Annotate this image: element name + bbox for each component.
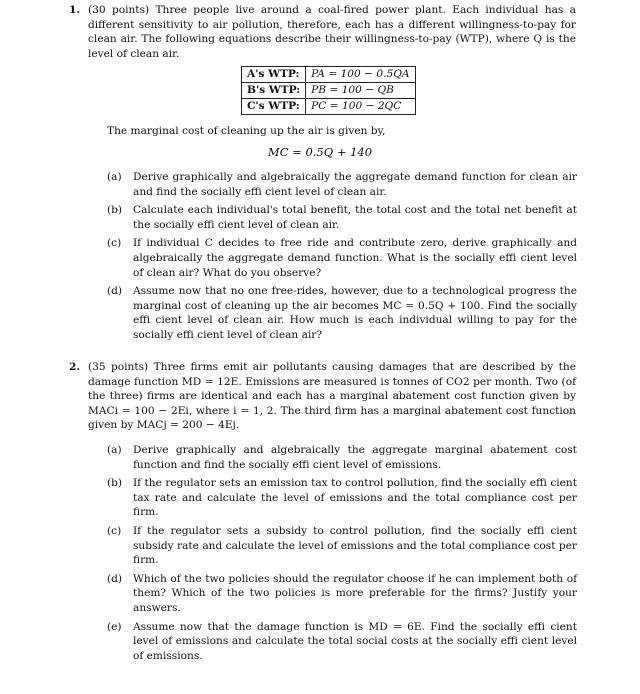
wtp-equation: PA = 100 − 0.5QA	[306, 67, 415, 83]
part-text: Derive graphically and algebraically the aggregate marginal abatement cost function and find the socially effi cient level of emissions.	[133, 444, 577, 471]
part-text: Calculate each individual's total benefit, the total cost and the total net benefit at the socially effi cient level of clean air.	[133, 204, 577, 231]
part-label: (c)	[107, 524, 122, 537]
part-text: If the regulator sets a subsidy to control pollution, find the socially effi cient subsidy rate and calculate the level of emissions and the total compliance cost per firm.	[133, 524, 577, 567]
question-part	[107, 203, 577, 232]
question-1-parts	[107, 170, 577, 343]
mc-equation: MC = 0.5Q + 140	[267, 145, 373, 159]
question-2-parts	[107, 443, 577, 663]
question-1-number: 1.	[69, 4, 81, 16]
part-label: (b)	[107, 204, 123, 217]
wtp-table	[241, 66, 416, 115]
part-text: Derive graphically and algebraically the aggregate demand function for clean air and find the socially effi cient level of clean air.	[133, 171, 577, 198]
wtp-row	[242, 67, 416, 83]
question-2-intro-text: Three firms emit air pollutants causing damages that are described by the damage function MD = 12E. Emissions are measured is tonnes of CO2 per month. Two (of the three) firms are identical and each has a marginal abatement cost function given by MACi = 100 − 2Ei, where i = 1, 2. The third firm has a marginal abatement cost function given by MACj = 200 − 4Ej.	[88, 361, 577, 432]
question-part	[107, 572, 577, 616]
wtp-person: A's WTP:	[242, 67, 306, 83]
wtp-equation: PC = 100 − 2QC	[306, 99, 415, 115]
part-label: (b)	[107, 477, 123, 490]
question-2	[69, 360, 577, 433]
question-1-intro	[88, 3, 576, 61]
part-label: (d)	[107, 572, 123, 585]
part-label: (a)	[107, 171, 122, 183]
part-label: (e)	[107, 620, 122, 633]
question-part	[107, 476, 577, 520]
question-2-points: (35 points)	[88, 361, 149, 373]
question-1	[69, 3, 576, 61]
wtp-person: C's WTP:	[242, 99, 306, 115]
mc-intro: The marginal cost of cleaning up the air is given by,	[107, 125, 386, 137]
question-part	[107, 170, 577, 199]
part-text: Assume now that no one free-rides, however, due to a technological progress the marginal cost of cleaning up the air becomes MC = 0.5Q + 100. Find the socially effi cient level of clean air. How much is each individual willing to pay for the socially effi cient level of clean air?	[133, 285, 577, 341]
question-part	[107, 620, 577, 664]
part-text: Assume now that the damage function is MD = 6E. Find the socially effi cient level of emissions and calculate the total social costs at the socially effi cient level of emissions.	[133, 620, 577, 662]
question-part	[107, 236, 577, 280]
question-2-number: 2.	[69, 361, 81, 373]
question-part	[107, 524, 577, 568]
part-text: Which of the two policies should the regulator choose if he can implement both of them? Which of the two policies is more preferable for the firms? Justify your answers.	[133, 572, 577, 614]
part-label: (a)	[107, 444, 122, 456]
part-label: (c)	[107, 237, 122, 250]
wtp-person: B's WTP:	[242, 83, 306, 99]
question-part	[107, 443, 577, 472]
question-1-points: (30 points)	[88, 4, 150, 16]
part-text: If the regulator sets an emission tax to control pollution, find the socially effi cient tax rate and calculate the level of emissions and the total compliance cost per firm.	[133, 477, 577, 519]
wtp-row	[242, 99, 416, 115]
question-part	[107, 284, 577, 342]
wtp-equation: PB = 100 − QB	[306, 83, 415, 99]
question-1-intro-text: Three people live around a coal-fired power plant. Each individual has a different sensitivity to air pollution, therefore, each has a different willingness-to-pay for clean air. The following equations describe their willingness-to-pay (WTP), where Q is the level of clean air.	[88, 4, 576, 60]
question-2-intro	[88, 360, 576, 433]
part-text: If individual C decides to free ride and contribute zero, derive graphically and algebraically the aggregate demand function. What is the socially effi cient level of clean air? What do you observe?	[133, 237, 577, 279]
part-label: (d)	[107, 285, 123, 298]
wtp-row	[242, 83, 416, 99]
